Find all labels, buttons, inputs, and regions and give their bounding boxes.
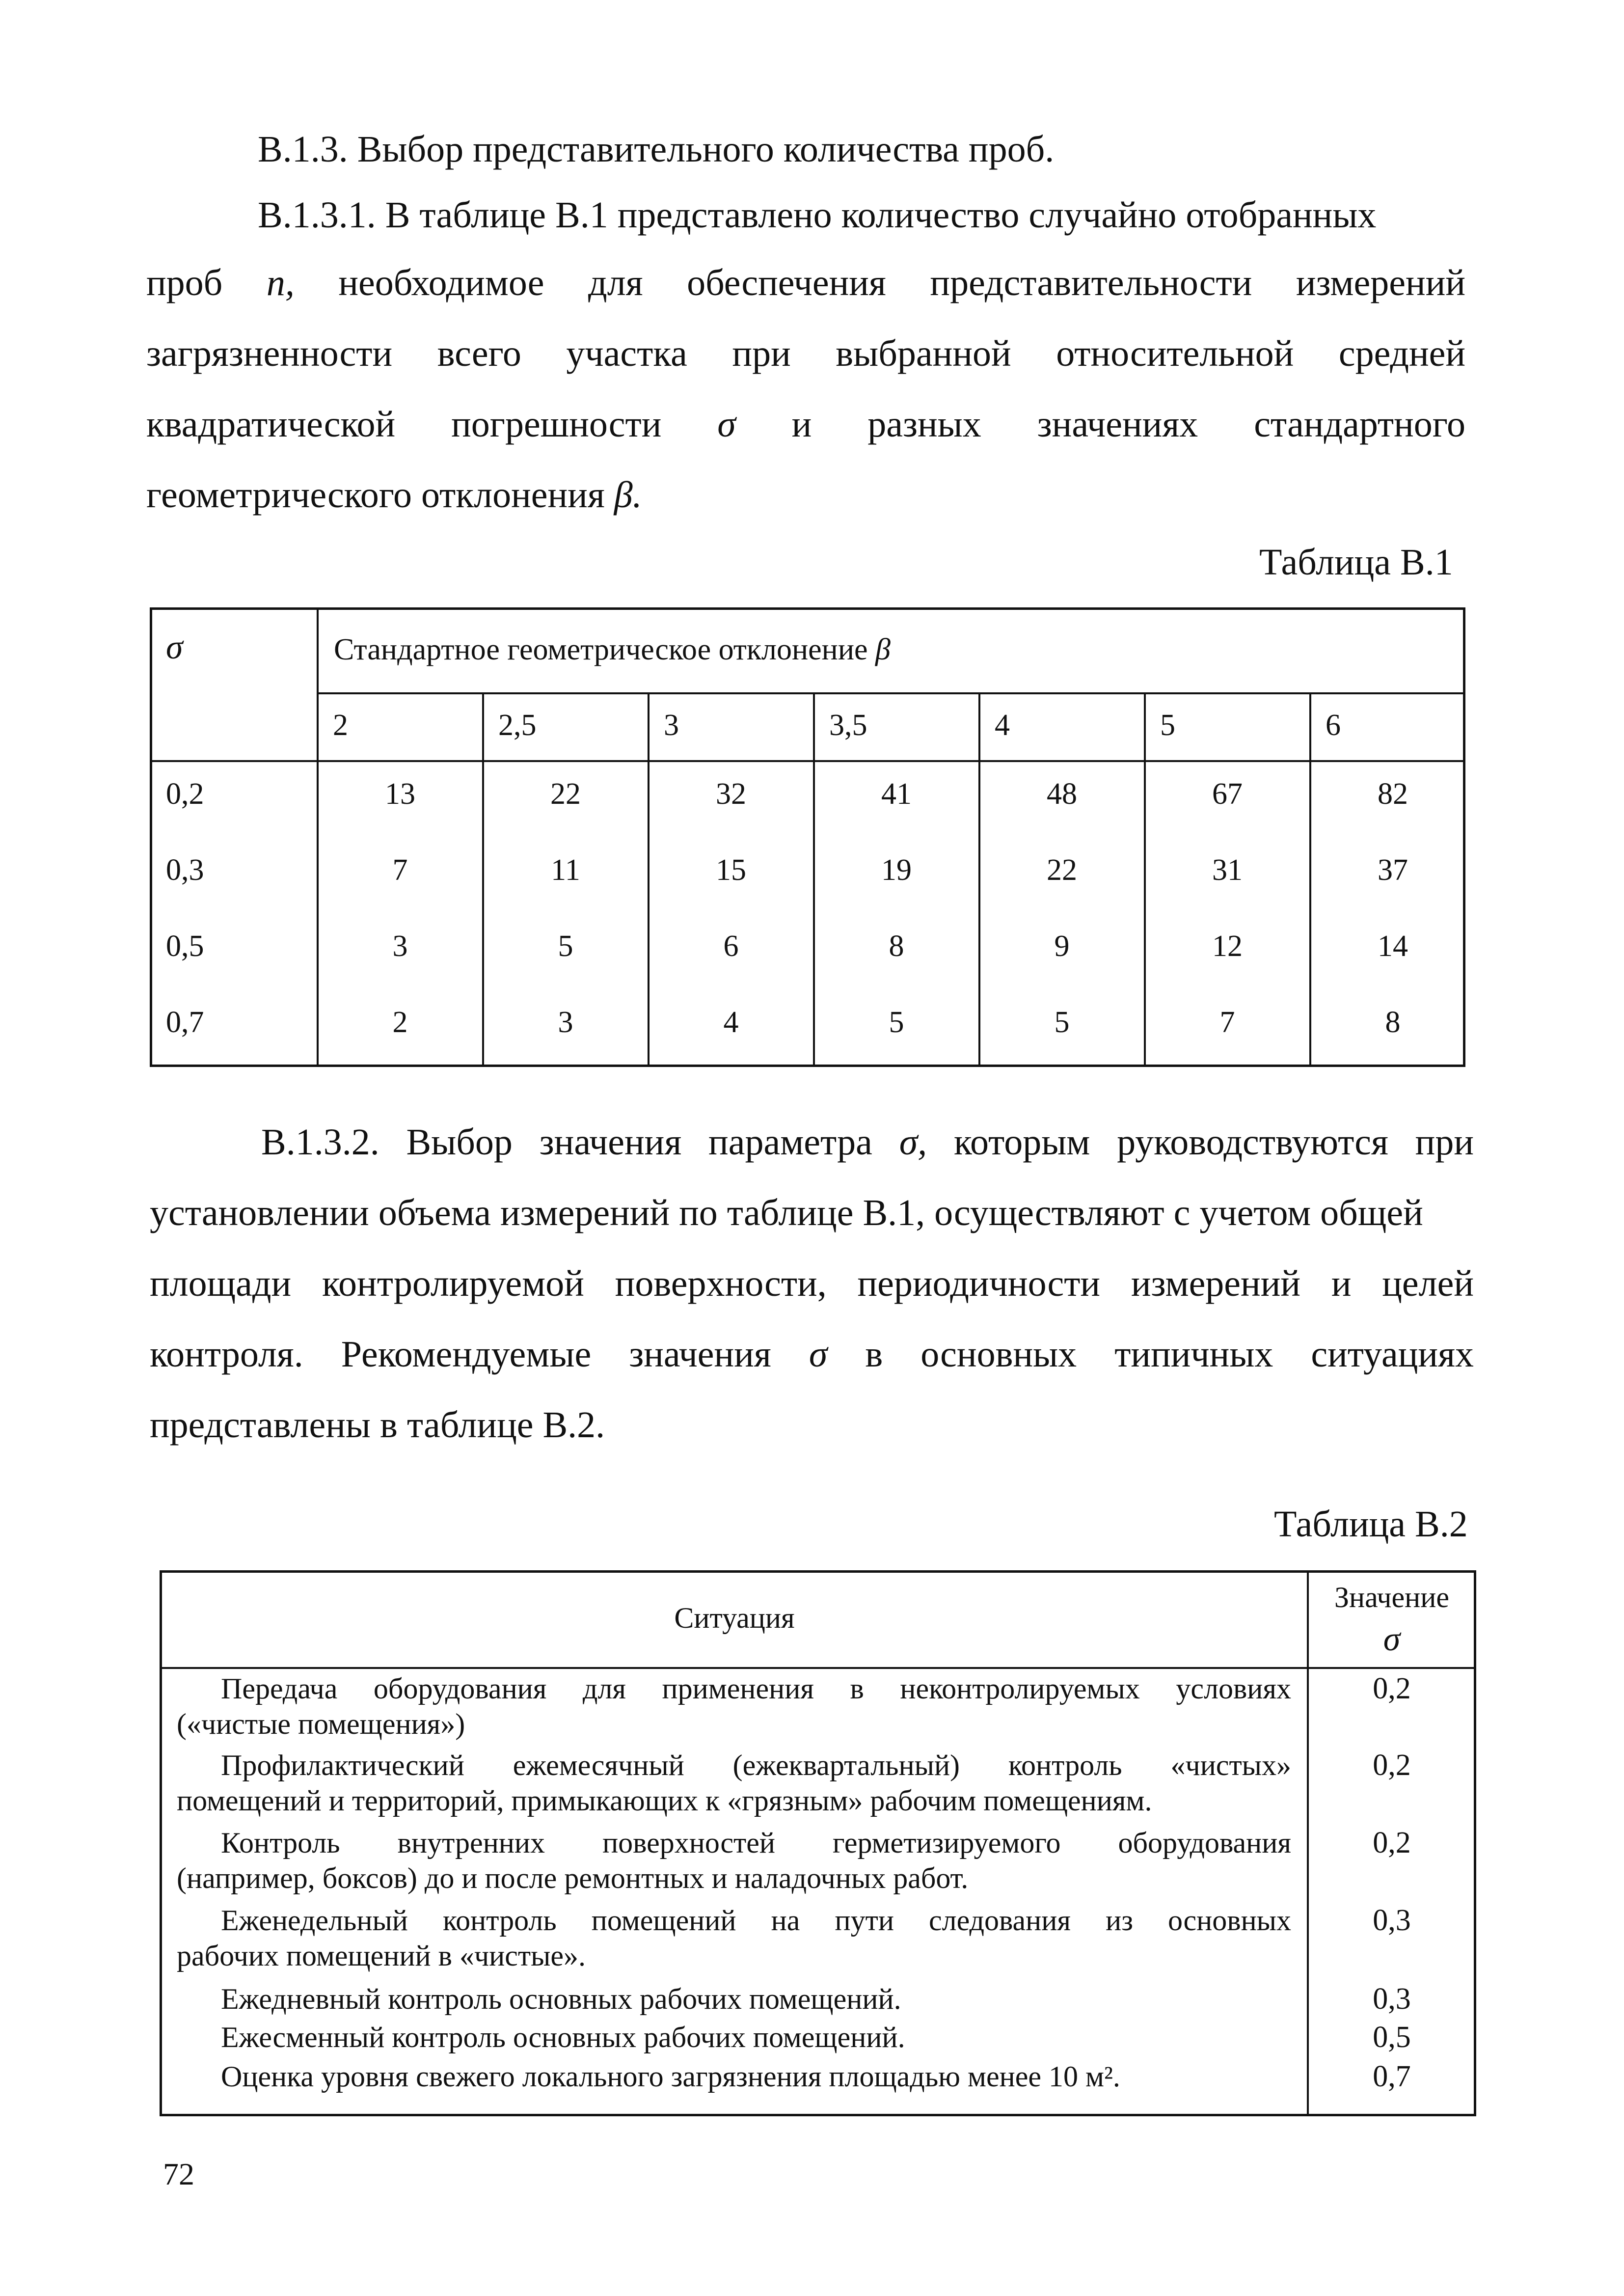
table2-row-value: 0,2 xyxy=(1373,1672,1411,1705)
table2-header-situation: Ситуация xyxy=(674,1602,795,1634)
table2-row-value: 0,2 xyxy=(1373,1749,1411,1782)
para2-line4: контроля. Рекомендуемые значения σ в основных типичных ситуациях xyxy=(150,1334,1474,1375)
table1-cell: 7 xyxy=(1219,1006,1235,1039)
table1-cell: 5 xyxy=(558,929,573,963)
table1-cell: 3 xyxy=(558,1006,573,1039)
table1-row-sigma: 0,3 xyxy=(166,853,204,887)
table1-cell: 13 xyxy=(385,777,415,811)
table2-row-situation: Профилактический ежемесячный (ежеквартальный) контроль «чистых» xyxy=(221,1749,1291,1781)
table1-group-header: Стандартное геометрическое отклонение β xyxy=(334,633,891,666)
table1-cell: 22 xyxy=(550,777,581,811)
table2-row-situation: Ежедневный контроль основных рабочих помещений. xyxy=(221,1983,901,2015)
table2-row-situation-cont: рабочих помещений в «чистые». xyxy=(177,1940,586,1972)
para2-line5: представлены в таблице В.2. xyxy=(150,1404,605,1446)
table2-row-situation-cont: помещений и территорий, примыкающих к «грязным» рабочим помещениям. xyxy=(177,1784,1152,1817)
page-number: 72 xyxy=(163,2157,194,2191)
table2-row-value: 0,5 xyxy=(1373,2021,1411,2054)
table2-row-situation: Контроль внутренних поверхностей герметизируемого оборудования xyxy=(221,1827,1291,1859)
table1-cell: 5 xyxy=(889,1006,904,1039)
table1-cell: 7 xyxy=(392,853,408,887)
table-b1 xyxy=(150,607,1465,1067)
table1-col-header: 3 xyxy=(664,709,679,742)
table1-cell: 15 xyxy=(716,853,746,887)
table1-cell: 9 xyxy=(1054,929,1070,963)
table2-row-value: 0,7 xyxy=(1373,2060,1411,2093)
table1-cell: 31 xyxy=(1212,853,1243,887)
table1-cell: 8 xyxy=(889,929,904,963)
table2-header-value: Значение xyxy=(1334,1581,1450,1613)
section-heading: В.1.3. Выбор представительного количества проб. xyxy=(258,129,1055,170)
para1-line1: В.1.3.1. В таблице В.1 представлено количество случайно отобранных xyxy=(258,194,1377,236)
table2-row-value: 0,2 xyxy=(1373,1826,1411,1859)
table1-col-header: 4 xyxy=(995,709,1010,742)
table2-row-situation: Ежесменный контроль основных рабочих помещений. xyxy=(221,2021,905,2053)
table1-sigma-header: σ xyxy=(166,629,183,666)
para1-line4: квадратической погрешности σ и разных значениях стандартного xyxy=(146,404,1466,445)
table1-row-sigma: 0,5 xyxy=(166,929,204,963)
table1-cell: 41 xyxy=(881,777,912,811)
table1-cell: 4 xyxy=(723,1006,739,1039)
table2-row-value: 0,3 xyxy=(1373,1982,1411,2016)
table1-cell: 32 xyxy=(716,777,746,811)
para2-line1: В.1.3.2. Выбор значения параметра σ, которым руководствуются при xyxy=(261,1121,1474,1163)
table1-cell: 22 xyxy=(1047,853,1077,887)
table1-cell: 14 xyxy=(1378,929,1408,963)
table2-row-situation: Передача оборудования для применения в неконтролируемых условиях xyxy=(221,1672,1291,1705)
para2-line3: площади контролируемой поверхности, периодичности измерений и целей xyxy=(150,1263,1474,1304)
para1-line5: геометрического отклонения β. xyxy=(146,474,642,516)
table2-row-situation: Оценка уровня свежего локального загрязнения площадью менее 10 м². xyxy=(221,2060,1120,2093)
table1-cell: 2 xyxy=(392,1006,408,1039)
table1-row-sigma: 0,2 xyxy=(166,777,204,811)
table1-col-header: 3,5 xyxy=(829,709,867,742)
table1-row-sigma: 0,7 xyxy=(166,1006,204,1039)
table-b2 xyxy=(160,1570,1476,2116)
table1-cell: 11 xyxy=(551,853,580,887)
table2-row-situation-cont: (например, боксов) до и после ремонтных и наладочных работ. xyxy=(177,1862,969,1894)
table1-col-header: 2,5 xyxy=(498,709,537,742)
table1-cell: 37 xyxy=(1378,853,1408,887)
table1-col-header: 2 xyxy=(333,709,348,742)
table1-cell: 8 xyxy=(1385,1006,1401,1039)
table2-caption: Таблица В.2 xyxy=(1274,1503,1468,1545)
table1-col-header: 6 xyxy=(1326,709,1341,742)
table1-cell: 67 xyxy=(1212,777,1243,811)
table1-cell: 82 xyxy=(1378,777,1408,811)
table2-row-value: 0,3 xyxy=(1373,1904,1411,1937)
table1-cell: 6 xyxy=(723,929,739,963)
table1-cell: 12 xyxy=(1212,929,1243,963)
para1-line3: загрязненности всего участка при выбранной относительной средней xyxy=(146,333,1466,374)
table1-cell: 3 xyxy=(392,929,408,963)
para1-line2: проб n, необходимое для обеспечения представительности измерений xyxy=(146,262,1466,303)
table1-col-header: 5 xyxy=(1160,709,1175,742)
table2-row-situation-cont: («чистые помещения») xyxy=(177,1708,465,1740)
table2-row-situation: Еженедельный контроль помещений на пути следования из основных xyxy=(221,1904,1291,1937)
table1-cell: 48 xyxy=(1047,777,1077,811)
table2-header-value-symbol: σ xyxy=(1383,1620,1401,1658)
table1-cell: 19 xyxy=(881,853,912,887)
para2-line2: установлении объема измерений по таблице В.1, осуществляют с учетом общей xyxy=(150,1192,1423,1233)
table1-cell: 5 xyxy=(1054,1006,1070,1039)
table1-caption: Таблица В.1 xyxy=(1259,542,1453,583)
